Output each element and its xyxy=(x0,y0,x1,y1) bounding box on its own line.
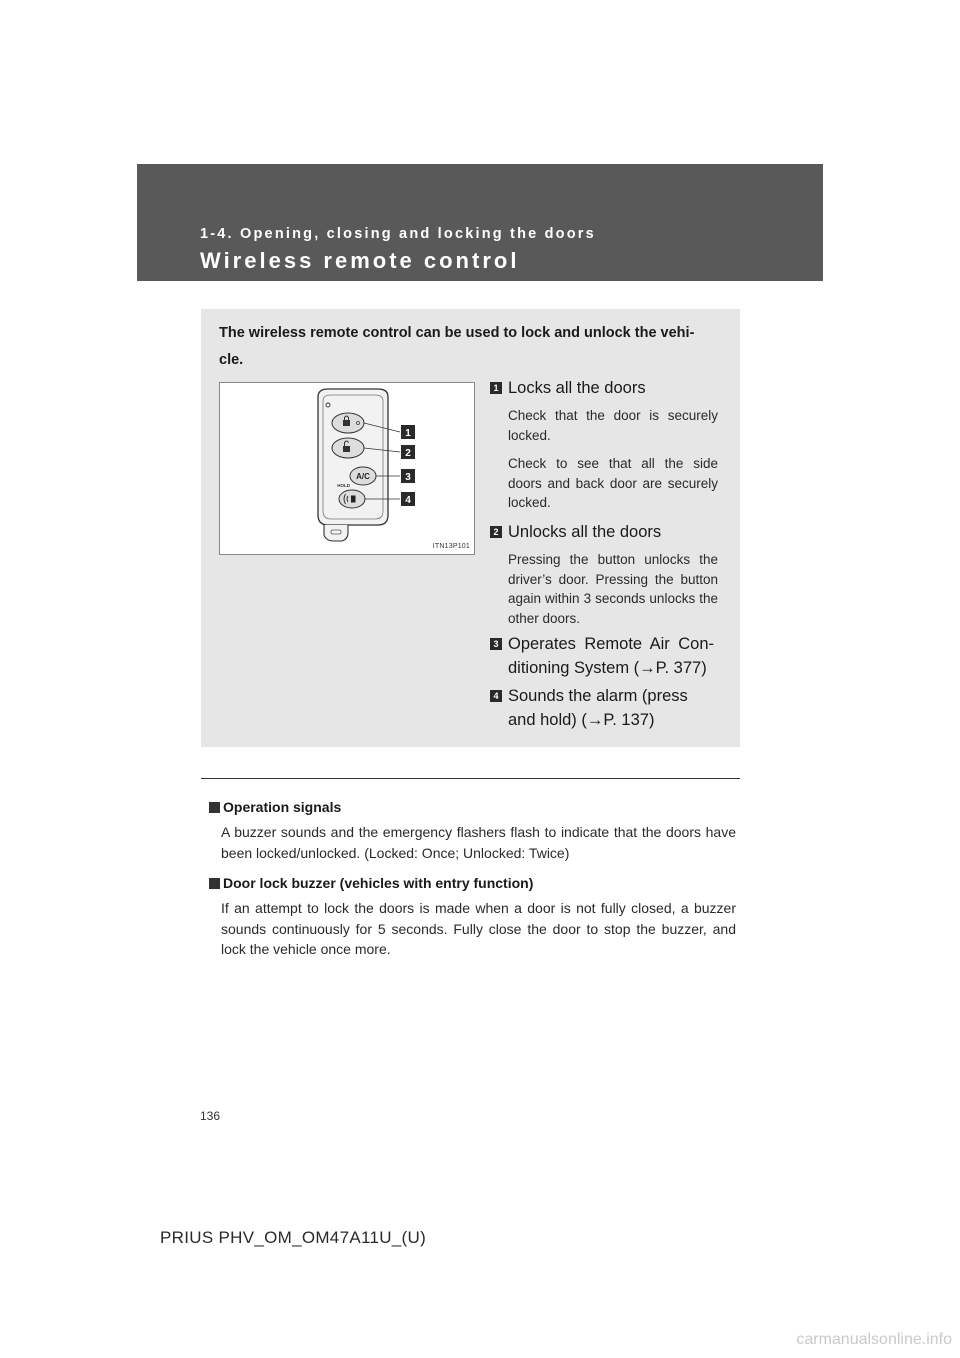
alarm-speaker-icon xyxy=(351,496,356,503)
callout-number-4: 4 xyxy=(405,495,411,506)
note-body-2: If an attempt to lock the doors is made when a door is not fully closed, a buzzer sounds continuously for 5 seconds. Fully close the door to stop the buzzer, and lock the vehicle once more. xyxy=(221,900,736,957)
legend-title-1: Locks all the doors xyxy=(508,379,646,397)
number-badge-4: 4 xyxy=(490,690,502,702)
legend-item-1 xyxy=(490,376,718,513)
remote-illustration xyxy=(219,382,475,555)
number-badge-1: 1 xyxy=(490,382,502,394)
remote-key-drawing xyxy=(220,383,474,554)
square-bullet-icon xyxy=(209,878,220,889)
mechanical-key xyxy=(324,525,348,541)
section-divider xyxy=(201,778,740,779)
ac-button-label: A/C xyxy=(356,472,370,481)
figure-id: ITN13P101 xyxy=(432,543,470,550)
page-title: Wireless remote control xyxy=(200,248,520,273)
page-number: 136 xyxy=(200,1109,221,1123)
square-bullet-icon xyxy=(209,802,220,813)
hold-label: HOLD xyxy=(337,483,350,488)
footer-document-id: PRIUS PHV_OM_OM47A11U_(U) xyxy=(160,1228,427,1247)
legend-desc-2a: Pressing the button unlocks the driver’s door. Pressing the button again within 3 seconds unlocks the other doors. xyxy=(508,552,718,626)
intro-text: The wireless remote control can be used to lock and unlock the vehi- cle. xyxy=(219,325,695,368)
callout-number-1: 1 xyxy=(405,428,411,439)
number-badge-2: 2 xyxy=(490,526,502,538)
number-badge-3: 3 xyxy=(490,638,502,650)
legend-item-3 xyxy=(490,632,718,680)
legend-item-4 xyxy=(490,684,718,732)
section-label: 1-4. Opening, closing and locking the doors xyxy=(200,226,596,242)
legend-title-4: Sounds the alarm (press and hold) (→P. 137) xyxy=(508,687,688,729)
legend-desc-1b: Check to see that all the side doors and back door are securely locked. xyxy=(508,456,718,510)
note-heading-1 xyxy=(209,797,736,817)
note-heading-2 xyxy=(209,873,736,893)
note-heading-1-text: Operation signals xyxy=(223,799,342,815)
callout-number-3: 3 xyxy=(405,472,411,483)
callout-number-2: 2 xyxy=(405,448,411,459)
legend-title-3: Operates Remote Air Con- ditioning System (→P. 377) xyxy=(508,635,714,677)
watermark-text: carmanualsonline.info xyxy=(796,1331,952,1348)
note-heading-2-text: Door lock buzzer (vehicles with entry function) xyxy=(223,875,534,891)
legend-item-2 xyxy=(490,520,718,628)
legend-title-2: Unlocks all the doors xyxy=(508,523,662,541)
legend-desc-1a: Check that the door is securely locked. xyxy=(508,408,718,443)
note-door-lock-buzzer xyxy=(209,873,736,960)
notes-section xyxy=(209,797,736,960)
note-body-1: A buzzer sounds and the emergency flashers flash to indicate that the doors have been locked/unlocked. (Locked: Once; Unlocked: Twice) xyxy=(221,824,736,861)
note-operation-signals xyxy=(209,797,736,863)
lock-closed-icon xyxy=(343,420,350,426)
lock-open-icon xyxy=(343,446,350,452)
